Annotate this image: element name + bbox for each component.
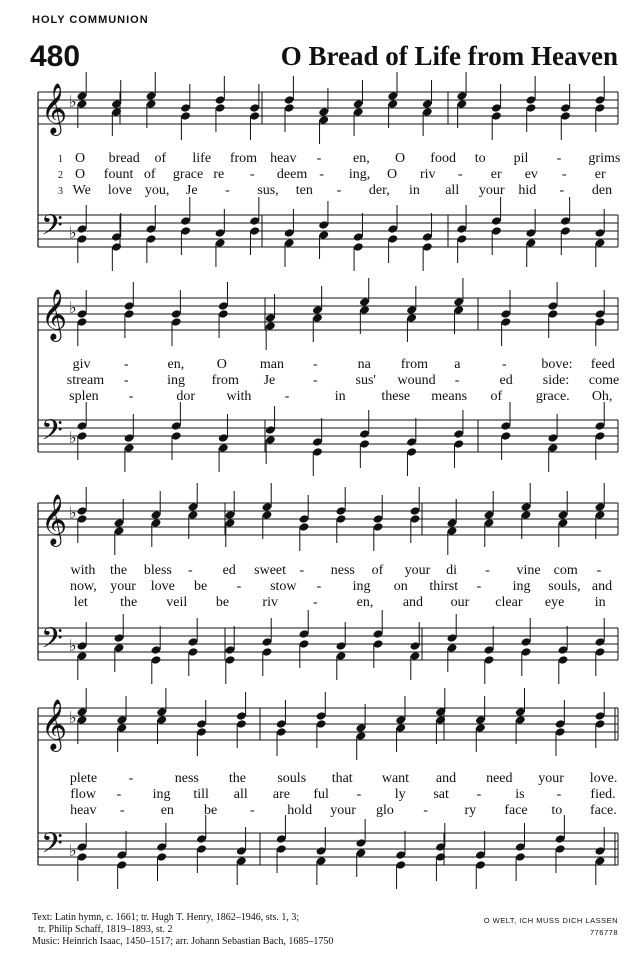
lyric-syllable: O: [74, 167, 86, 182]
hyphen: -: [457, 167, 463, 182]
lyric-syllable: is: [515, 787, 525, 802]
flat-key-signature-icon: ♭: [69, 708, 77, 727]
flat-key-signature-icon: ♭: [69, 298, 77, 317]
lyric-syllable: di: [446, 563, 458, 578]
lyric-syllable: We: [72, 183, 91, 198]
lyric-syllable: our: [450, 595, 470, 610]
lyric-syllable: life: [192, 151, 212, 166]
lyric-syllable: Je: [185, 183, 198, 198]
bass-clef-icon: 𝄢: [41, 827, 63, 867]
lyric-syllable: O: [386, 167, 398, 182]
hyphen: -: [284, 389, 290, 404]
flat-key-signature-icon: ♭: [69, 503, 77, 522]
hyphen: -: [119, 803, 125, 818]
lyric-syllable: Oh,: [591, 389, 613, 404]
lyric-syllable: bove:: [541, 357, 573, 372]
hyphen: -: [249, 803, 255, 818]
lyric-syllable: souls: [277, 771, 307, 786]
lyric-syllable: ly: [394, 787, 406, 802]
lyric-syllable: ing: [512, 579, 531, 594]
lyric-syllable: plete: [69, 771, 98, 786]
lyric-syllable: ry: [464, 803, 477, 818]
lyric-syllable: riv: [262, 595, 278, 610]
bass-clef-icon: 𝄢: [41, 209, 63, 249]
lyric-syllable: on: [393, 579, 408, 594]
lyric-syllable: veil: [166, 595, 188, 610]
lyric-syllable: your: [330, 803, 356, 818]
hyphen: -: [312, 357, 318, 372]
hyphen: -: [356, 787, 362, 802]
hyphen: -: [454, 373, 460, 388]
verse-number: 2: [58, 170, 63, 181]
lyric-syllable: bread: [108, 151, 140, 166]
lyric-syllable: in: [594, 595, 606, 610]
treble-clef-icon: 𝄞: [41, 83, 68, 134]
lyric-syllable: a: [454, 357, 461, 372]
hyphen: -: [556, 787, 562, 802]
lyric-syllable: the: [120, 595, 138, 610]
lyric-syllable: den: [591, 183, 613, 198]
lyric-syllable: in: [334, 389, 346, 404]
lyric-syllable: ful: [313, 787, 329, 802]
lyric-syllable: hid: [518, 183, 537, 198]
lyric-syllable: with: [70, 563, 96, 578]
lyric-syllable: giv: [72, 357, 91, 372]
lyric-syllable: and: [402, 595, 424, 610]
lyric-syllable: fied.: [590, 787, 616, 802]
lyric-syllable: let: [73, 595, 88, 610]
lyric-syllable: er: [594, 167, 606, 182]
lyric-syllable: O: [74, 151, 86, 166]
lyric-syllable: the: [228, 771, 246, 786]
hyphen: -: [312, 373, 318, 388]
flat-key-signature-icon: ♭: [69, 223, 77, 242]
lyric-syllable: ing: [167, 373, 186, 388]
hyphen: -: [556, 151, 562, 166]
lyric-syllable: and: [435, 771, 457, 786]
lyric-syllable: to: [474, 151, 486, 166]
lyric-syllable: grace: [172, 167, 204, 182]
lyric-syllable: er: [490, 167, 502, 182]
lyric-syllable: your: [538, 771, 564, 786]
credit-music-line: Music: Heinrich Isaac, 1450–1517; arr. Johann Sebastian Bach, 1685–1750: [32, 936, 334, 947]
lyric-syllable: need: [486, 771, 513, 786]
hyphen: -: [128, 771, 134, 786]
hyphen: -: [299, 563, 305, 578]
bass-clef-icon: 𝄢: [41, 414, 63, 454]
lyric-syllable: food: [430, 151, 456, 166]
hyphen: -: [188, 563, 193, 578]
lyric-syllable: ten: [295, 183, 313, 198]
lyric-syllable: all: [233, 787, 248, 802]
lyric-syllable: now,: [69, 579, 97, 594]
lyric-syllable: your: [404, 563, 431, 578]
lyric-syllable: are: [272, 787, 290, 802]
lyric-syllable: en: [160, 803, 174, 818]
lyric-syllable: face.: [589, 803, 617, 818]
lyric-syllable: the: [110, 563, 128, 578]
lyric-syllable: side:: [542, 373, 570, 388]
lyric-syllable: these: [381, 389, 411, 404]
lyric-syllable: re: [213, 167, 225, 182]
lyric-syllable: sus,: [257, 183, 279, 198]
lyric-syllable: clear: [495, 595, 523, 610]
lyric-syllable: of: [490, 389, 503, 404]
hyphen: -: [123, 357, 129, 372]
lyric-syllable: flow: [70, 787, 96, 802]
hyphen: -: [249, 167, 255, 182]
lyric-syllable: Je: [263, 373, 276, 388]
lyric-syllable: ness: [174, 771, 199, 786]
hyphen: -: [596, 563, 602, 578]
lyric-syllable: be: [204, 803, 218, 818]
hyphen: -: [123, 373, 129, 388]
lyric-syllable: love: [150, 579, 175, 594]
treble-clef-icon: 𝄞: [41, 289, 68, 340]
lyric-syllable: splen: [69, 389, 99, 404]
hyphen: -: [485, 563, 490, 578]
hyphen: -: [423, 803, 428, 818]
lyric-syllable: souls,: [548, 579, 581, 594]
lyric-syllable: sweet: [254, 563, 287, 578]
lyric-syllable: feed: [590, 357, 615, 372]
lyric-syllable: O: [216, 357, 227, 372]
lyric-syllable: pil: [513, 151, 529, 166]
lyric-syllable: bless: [143, 563, 172, 578]
tune-info: [484, 915, 618, 939]
hyphen: -: [116, 787, 122, 802]
hyphen: -: [316, 579, 322, 594]
hyphen: -: [128, 389, 134, 404]
lyric-syllable: of: [371, 563, 384, 578]
lyric-syllable: sus': [355, 373, 376, 388]
lyric-syllable: wound: [397, 373, 436, 388]
lyric-syllable: man: [259, 357, 284, 372]
lyric-syllable: grims: [588, 151, 621, 166]
lyric-syllable: your: [110, 579, 136, 594]
hyphen: -: [476, 579, 482, 594]
flat-key-signature-icon: ♭: [69, 92, 77, 111]
lyric-syllable: hold: [287, 803, 313, 818]
credit-translation-line: tr. Philip Schaff, 1819–1893, st. 2: [38, 924, 173, 935]
lyric-syllable: glo: [375, 803, 394, 818]
lyric-syllable: of: [154, 151, 167, 166]
hyphen: -: [559, 183, 565, 198]
lyric-syllable: from: [400, 357, 428, 372]
lyric-syllable: O: [394, 151, 406, 166]
lyric-syllable: be: [194, 579, 208, 594]
credits: [32, 912, 333, 948]
lyric-syllable: till: [193, 787, 209, 802]
verse-number: 3: [58, 186, 63, 197]
lyric-syllable: ev: [524, 167, 538, 182]
hyphen: -: [225, 183, 230, 198]
hyphen: -: [236, 579, 242, 594]
tune-name: O WELT, ICH MUSS DICH LASSEN: [483, 916, 618, 925]
lyric-syllable: riv: [419, 167, 436, 182]
lyric-syllable: der,: [368, 183, 390, 198]
lyric-syllable: thirst: [429, 579, 459, 594]
lyric-syllable: all: [445, 183, 460, 198]
lyric-syllable: love: [107, 183, 133, 198]
lyric-syllable: from: [229, 151, 258, 166]
lyric-syllable: fount: [103, 167, 134, 182]
lyric-syllable: na: [357, 357, 371, 372]
lyric-syllable: vine: [516, 563, 541, 578]
lyric-syllable: come: [588, 373, 620, 388]
lyric-syllable: dor: [176, 389, 196, 404]
lyric-syllable: ness: [330, 563, 355, 578]
treble-clef-icon: 𝄞: [41, 699, 68, 750]
hyphen: -: [476, 787, 482, 802]
lyric-syllable: ed: [499, 373, 513, 388]
lyric-syllable: eye: [544, 595, 565, 610]
lyric-syllable: ing: [152, 787, 171, 802]
treble-clef-icon: 𝄞: [41, 494, 68, 545]
lyric-syllable: ing,: [348, 167, 371, 182]
lyric-syllable: en,: [167, 357, 185, 372]
lyric-syllable: means: [431, 389, 468, 404]
lyric-syllable: en,: [356, 595, 374, 610]
lyric-syllable: com: [553, 563, 578, 578]
lyric-syllable: sat: [433, 787, 449, 802]
flat-key-signature-icon: ♭: [69, 636, 77, 655]
hyphen: -: [312, 595, 318, 610]
section-heading: HOLY COMMUNION: [32, 14, 149, 26]
credit-text-line: Text: Latin hymn, c. 1661; tr. Hugh T. Henry, 1862–1946, sts. 1, 3;: [32, 912, 300, 923]
lyric-syllable: want: [381, 771, 410, 786]
hymn-title: O Bread of Life from Heaven: [280, 41, 618, 71]
flat-key-signature-icon: ♭: [69, 841, 77, 860]
hyphen: -: [336, 183, 342, 198]
lyric-syllable: you,: [144, 183, 170, 198]
hyphen: -: [561, 167, 567, 182]
lyric-syllable: grace.: [535, 389, 570, 404]
lyric-syllable: heav: [270, 151, 297, 166]
verse-number: 1: [58, 154, 63, 165]
lyric-syllable: from: [211, 373, 239, 388]
flat-key-signature-icon: ♭: [69, 428, 77, 447]
lyric-syllable: face: [504, 803, 528, 818]
hyphen: -: [502, 357, 507, 372]
lyric-syllable: of: [143, 167, 156, 182]
hymn-number: 480: [30, 40, 81, 73]
lyric-syllable: that: [331, 771, 353, 786]
lyric-syllable: en,: [352, 151, 370, 166]
lyric-syllable: ed: [222, 563, 236, 578]
lyric-syllable: heav: [70, 803, 97, 818]
bass-clef-icon: 𝄢: [41, 622, 63, 662]
lyric-syllable: to: [551, 803, 563, 818]
tune-meter: 776778: [589, 928, 618, 937]
lyric-syllable: stream: [66, 373, 105, 388]
lyric-syllable: stow: [270, 579, 297, 594]
lyric-syllable: with: [226, 389, 252, 404]
lyric-syllable: ing: [352, 579, 371, 594]
lyric-syllable: love.: [589, 771, 618, 786]
lyric-syllable: be: [215, 595, 230, 610]
hyphen: -: [316, 151, 322, 166]
lyric-syllable: and: [591, 579, 613, 594]
lyric-syllable: in: [409, 183, 420, 198]
lyric-syllable: deem: [276, 167, 308, 182]
hyphen: -: [319, 167, 324, 182]
lyric-syllable: your: [478, 183, 505, 198]
